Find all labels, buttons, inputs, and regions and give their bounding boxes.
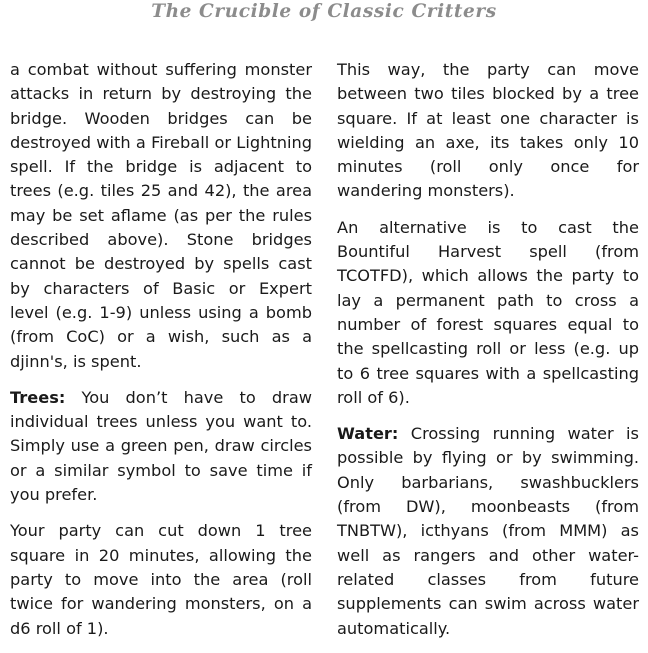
- paragraph-water: [337, 422, 639, 641]
- water-heading: Water:: [337, 424, 399, 444]
- running-title: The Crucible of Classic Critters: [151, 1, 497, 22]
- trees-heading: Trees:: [10, 387, 66, 407]
- paragraph-bridge-destruction: a combat without suffering monster attacks in return by destroying the bridge. Wooden bridges can be destroyed with a Fireball or Lightning spell. If the bridge is adjacent to trees (e.g. tiles 25 and 42), the area may be set aflame (as per the rules described above). Stone bridges cannot be destroyed by spells cast by characters of Basic or Expert level (e.g. 1-9) unless using a bomb (from CoC) or a wish, such as a djinn's, is spent.: [10, 60, 312, 371]
- paragraph-cut-trees: Your party can cut down 1 tree square in 20 minutes, allowing the party to move into the area (roll twice for wandering monsters, on a d6 roll of 1).: [10, 521, 312, 638]
- page-header: [0, 0, 648, 30]
- water-text: Crossing running water is possible by flying or by swimming. Only barbarians, swashbucklers (from DW), moonbeasts (from TNBTW), icthyans (from MMM) as well as rangers and other water-related classes from future supplements can swim across water automatically.: [337, 424, 639, 638]
- trees-text: You don’t have to draw individual trees unless you want to. Simply use a green pen, draw circles or a similar symbol to save time if you prefer.: [10, 387, 312, 505]
- paragraph-trees: [10, 386, 312, 507]
- paragraph-bountiful-harvest: An alternative is to cast the Bountiful Harvest spell (from TCOTFD), which allows the party to lay a permanent path to cross a number of forest squares equal to the spellcasting roll or less (e.g. up to 6 tree squares with a spellcasting roll of 6).: [337, 217, 639, 407]
- right-column: [337, 58, 639, 653]
- left-column: [10, 58, 312, 653]
- paragraph-axe: This way, the party can move between two tiles blocked by a tree square. If at least one character is wielding an axe, its takes only 10 minutes (roll only once for wandering monsters).: [337, 60, 639, 201]
